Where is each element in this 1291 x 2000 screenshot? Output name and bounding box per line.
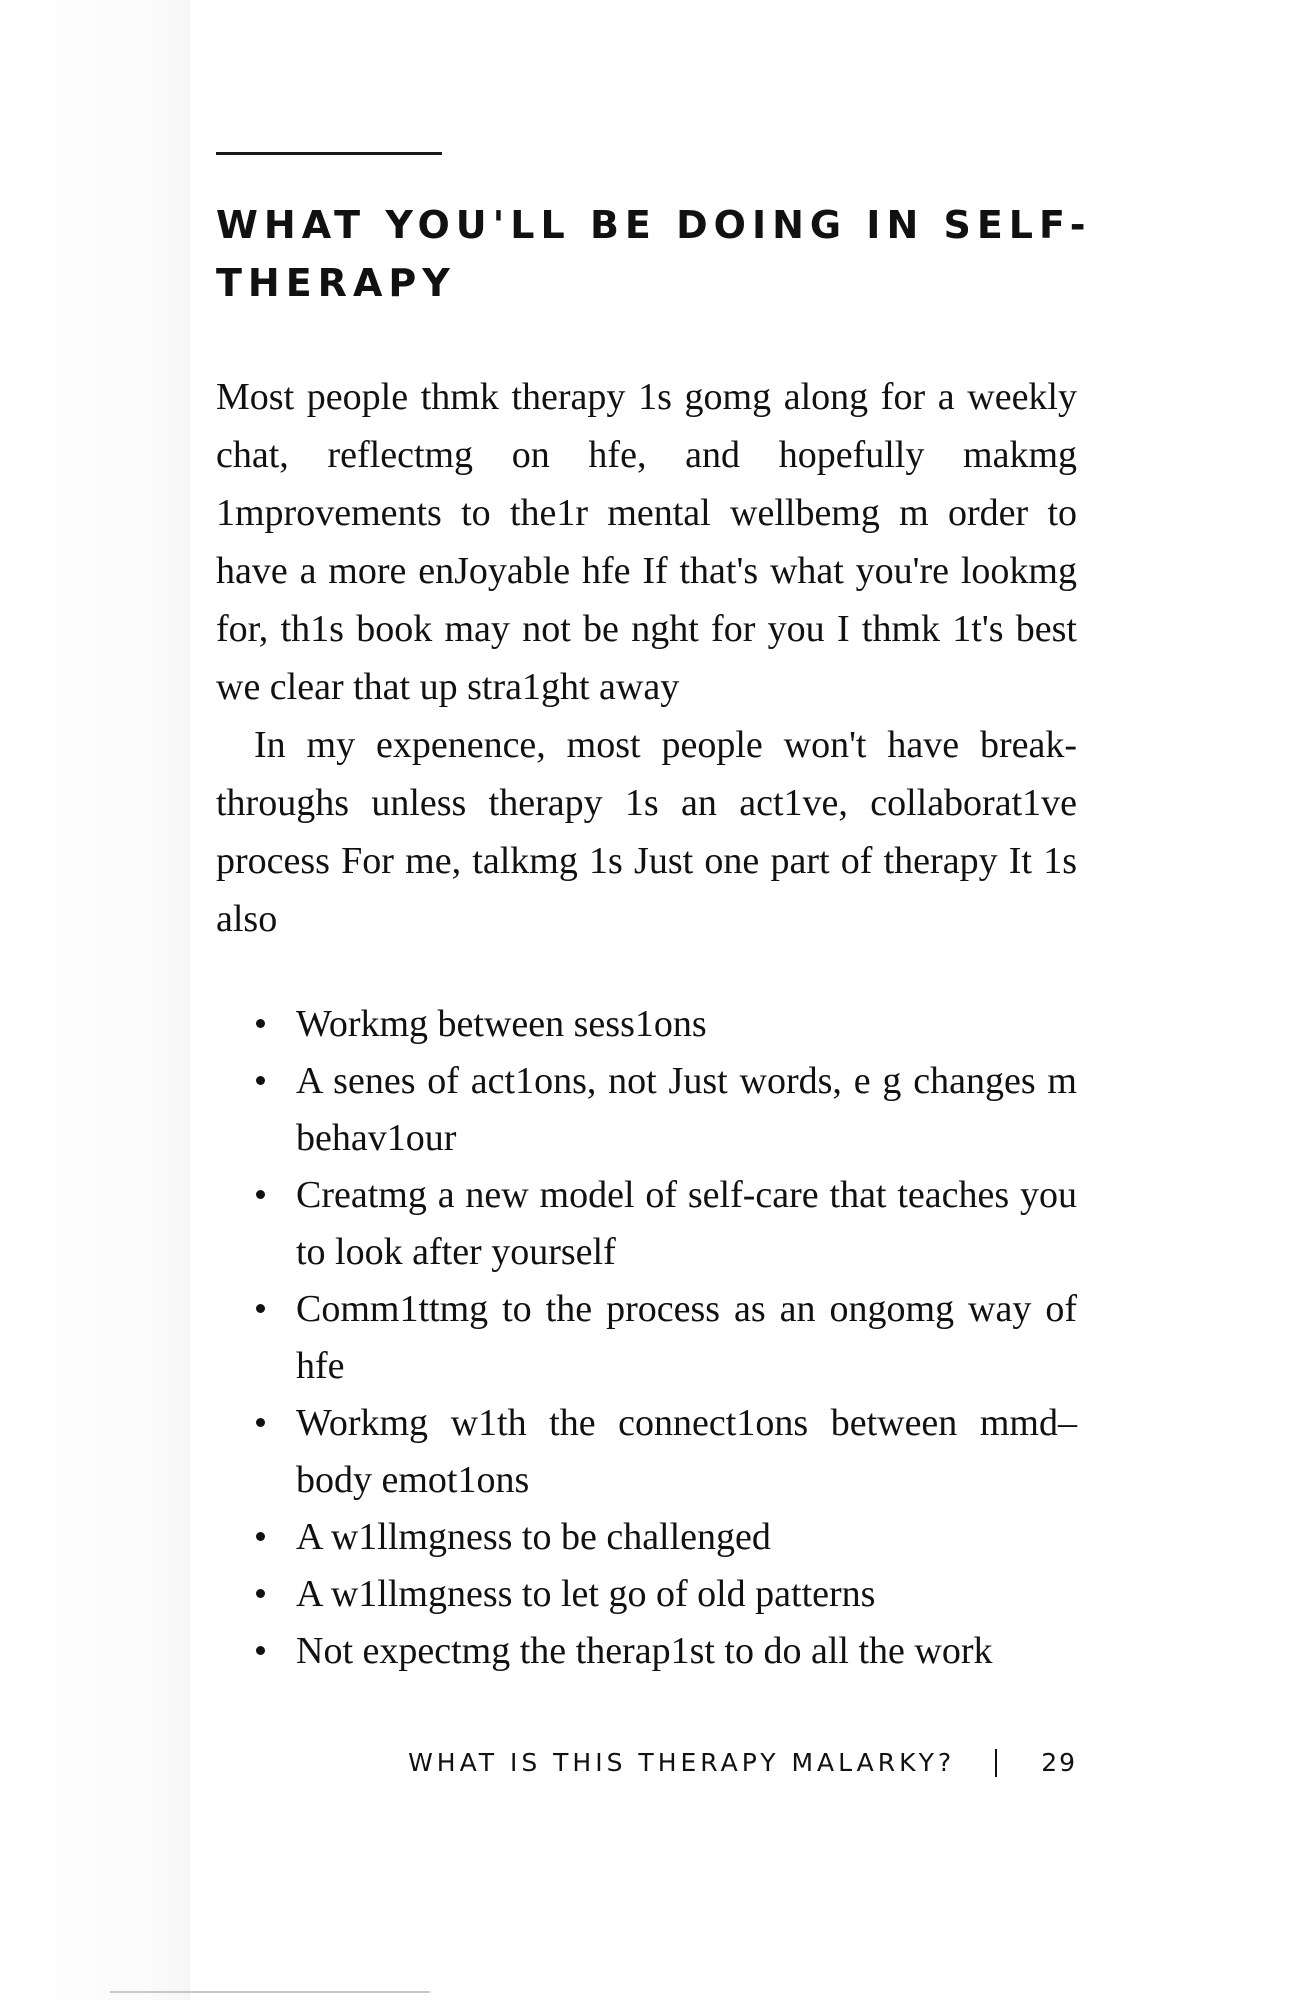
scan-edge-line (110, 1991, 430, 1993)
list-item-text: Workmg between sess1ons (296, 1003, 707, 1045)
body-text (216, 368, 1077, 948)
page-number: 29 (1041, 1748, 1077, 1777)
list-item (256, 1509, 1077, 1566)
paragraph-1: Most people thmk therapy 1s gomg along for a weekly chat, reflectmg on hfe, and hopefully makmg 1mprovements to the1r mental wellbemg m order to have a more enJoyable hfe If that's what you're lookmg for, th1s book may not be nght for you I thmk 1t's best we clear that up stra1ght away (216, 376, 1077, 708)
page-edge-shadow (0, 0, 190, 2000)
list-item (256, 1395, 1077, 1509)
bullet-icon (256, 1304, 265, 1313)
list-item-text: Not expectmg the therap1st to do all the work (296, 1630, 993, 1672)
list-item (256, 1281, 1077, 1395)
running-head: WHAT IS THIS THERAPY MALARKY? (408, 1748, 956, 1777)
section-heading: WHAT YOU'LL BE DOING IN SELF-THERAPY (216, 203, 1092, 305)
bullet-icon (256, 1646, 265, 1655)
list-item (256, 1623, 1077, 1680)
bullet-icon (256, 1076, 265, 1085)
bullet-icon (256, 1418, 265, 1427)
bullet-icon (256, 1532, 265, 1541)
paragraph-2: In my expenence, most people won't have break-throughs unless therapy 1s an act1ve, collaborat1ve process For me, talkmg 1s Just one part of therapy It 1s also (216, 724, 1077, 940)
list-item-text: Comm1ttmg to the process as an ongomg way of hfe (296, 1288, 1077, 1387)
list-item-text: Creatmg a new model of self-care that teaches you to look after yourself (296, 1174, 1077, 1273)
list-item-text: Workmg w1th the connect1ons between mmd–body emot1ons (296, 1402, 1077, 1501)
list-item-text: A w1llmgness to let go of old patterns (296, 1573, 876, 1615)
bullet-icon (256, 1019, 265, 1028)
bullet-icon (256, 1190, 265, 1199)
list-item (256, 1053, 1077, 1167)
bullet-list (256, 996, 1077, 1680)
list-item (256, 1566, 1077, 1623)
section-rule (216, 152, 442, 155)
list-item (256, 996, 1077, 1053)
bullet-icon (256, 1589, 265, 1598)
footer-divider (995, 1749, 997, 1777)
list-item-text: A w1llmgness to be challenged (296, 1516, 771, 1558)
list-item (256, 1167, 1077, 1281)
list-item-text: A senes of act1ons, not Just words, e g changes m behav1our (296, 1060, 1077, 1159)
page-footer (364, 1748, 1077, 1777)
